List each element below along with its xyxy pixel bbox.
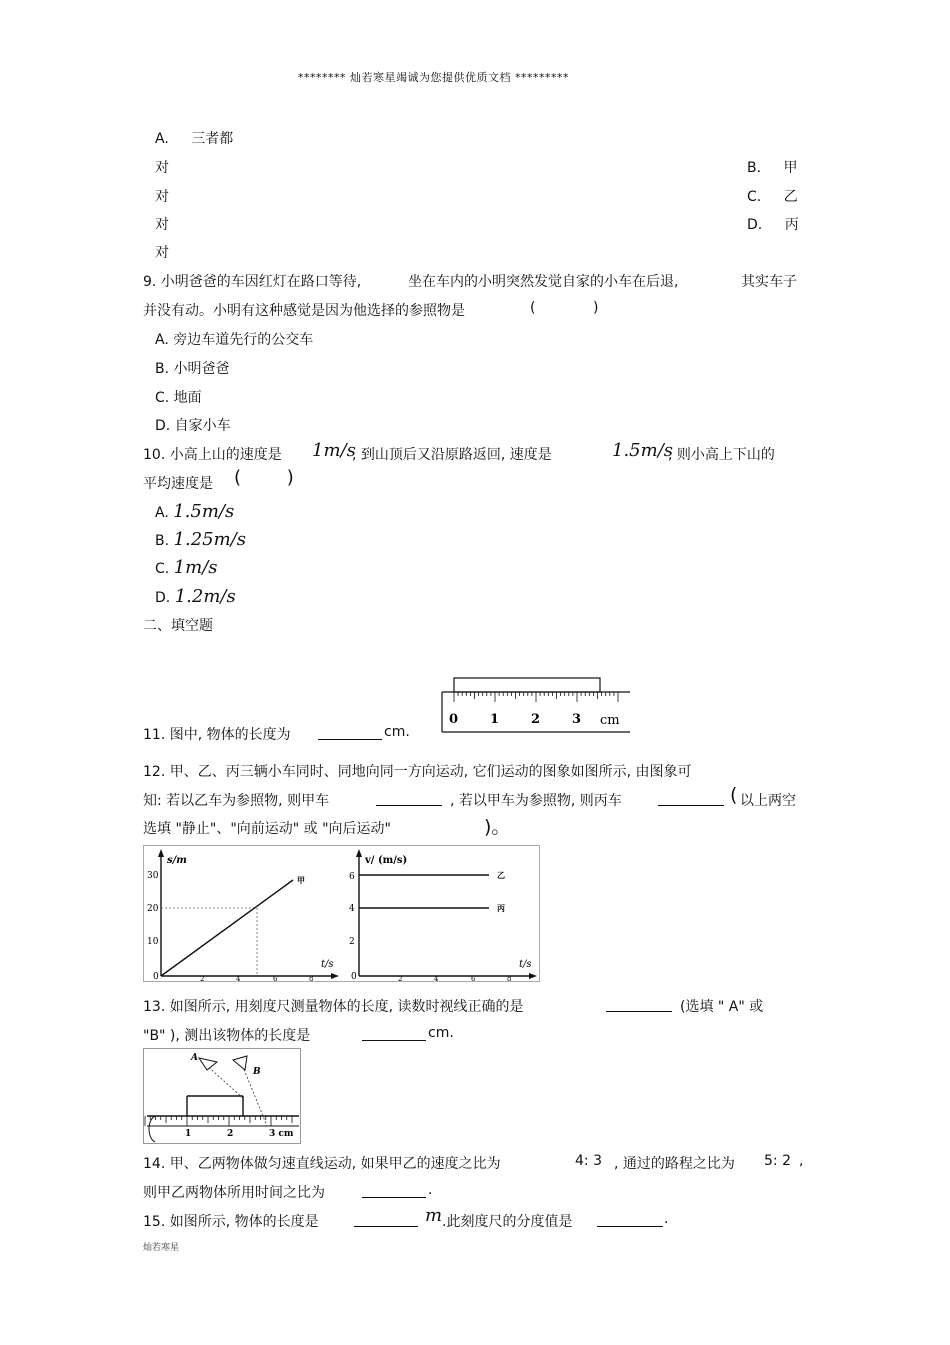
q11-unit: cm.	[384, 724, 410, 740]
ruler-label: 0	[449, 712, 459, 727]
q11-answer-blank	[318, 727, 382, 740]
q11-object	[454, 678, 600, 692]
q12-line2-b: , 若以甲车为参照物, 则丙车	[450, 793, 622, 809]
q14-line1-c: ,	[799, 1153, 804, 1169]
q13-blank-2	[362, 1028, 426, 1041]
q9-paren-open: (	[530, 300, 536, 316]
q9-line1-c: 其实车子	[741, 274, 797, 290]
q12-graphs	[143, 845, 540, 982]
q14-line1-b: , 通过的路程之比为	[614, 1156, 735, 1172]
graph2-xtick: 8	[507, 975, 512, 982]
q8-dui-4: 对	[155, 245, 169, 261]
q14-ratio2: 5: 2	[764, 1153, 791, 1169]
q14-ratio1: 4: 3	[575, 1153, 602, 1169]
q14-line2: 则甲乙两物体所用时间之比为	[143, 1185, 325, 1201]
q8-option-d-text: 丙	[784, 217, 799, 233]
q15-blank-2	[597, 1214, 663, 1227]
q15-end: .	[664, 1211, 669, 1227]
graph1-xlabel: t/s	[321, 959, 334, 970]
q15-text-a: 15. 如图所示, 物体的长度是	[143, 1214, 319, 1230]
q10-option-value: 1.25m/s	[173, 529, 246, 550]
label-b: B	[253, 1067, 261, 1077]
q9-line2: 并没有动。小明有这种感觉是因为他选择的参照物是	[143, 303, 465, 319]
q8-dui-2: 对	[155, 189, 169, 205]
graph1-ytick: 20	[147, 904, 159, 914]
label-a: A	[191, 1053, 198, 1063]
graph2-xtick: 6	[471, 975, 476, 982]
q13-line1-a: 13. 如图所示, 用刻度尺测量物体的长度, 读数时视线正确的是	[143, 999, 524, 1015]
q12-line2-c: 以上两空	[740, 793, 796, 809]
graph1-ytick: 0	[153, 972, 159, 982]
q10-option-label: D.	[155, 590, 171, 606]
q9-option: D. 自家小车	[155, 418, 231, 434]
q10-option-b	[155, 529, 246, 550]
graph1-ytick: 30	[147, 871, 159, 881]
q10-option-c	[155, 557, 218, 578]
q15-blank-1	[354, 1214, 418, 1227]
q13-figure	[143, 1048, 301, 1144]
q14-blank	[362, 1185, 426, 1198]
q8-option-b-text: 甲	[783, 160, 798, 176]
series-jia-label: 甲	[297, 875, 305, 885]
q14-line1-a: 14. 甲、乙两物体做匀速直线运动, 如果甲乙的速度之比为	[143, 1156, 501, 1172]
q8-option-a-label: A.	[155, 131, 169, 147]
graph1-xtick: 8	[309, 975, 314, 982]
q13-line1-b: (选填 " A" 或	[680, 999, 764, 1015]
q10-option-a	[155, 501, 234, 522]
ruler-label: 2	[531, 712, 541, 727]
q8-option-a-text: 三者都	[191, 131, 234, 147]
q10-line1-a: 10. 小高上山的速度是	[143, 447, 282, 463]
graph1-xtick: 4	[236, 975, 241, 982]
q8-option-a	[155, 128, 233, 148]
q8-dui-3: 对	[155, 217, 169, 233]
q9-option: B. 小明爸爸	[155, 361, 230, 377]
q10-option-value: 1m/s	[173, 557, 218, 578]
q10-option-label: B.	[155, 533, 170, 549]
section-title: 二、填空题	[143, 618, 213, 634]
q9-line1-a: 9. 小明爸爸的车因红灯在路口等待,	[143, 274, 362, 290]
ruler-unit: cm	[600, 713, 620, 728]
q12-line3: 选填 "静止"、"向前运动" 或 "向后运动"	[143, 821, 391, 837]
graph1-xtick: 2	[200, 975, 205, 982]
q12-blank-1	[376, 793, 442, 806]
q9-paren-close: )	[593, 300, 599, 316]
q10-option-label: A.	[155, 505, 169, 521]
q12-paren-open: (	[730, 784, 738, 806]
graph2-ytick: 0	[351, 972, 357, 982]
q12-line3-end: )。	[484, 816, 511, 838]
q10-option-value: 1.5m/s	[173, 501, 235, 522]
q10-option-value: 1.2m/s	[174, 586, 236, 607]
graph1-xtick: 6	[273, 975, 278, 982]
q10-option-label: C.	[155, 561, 170, 577]
q11-ruler-figure	[440, 676, 632, 734]
q9-option: C. 地面	[155, 390, 202, 406]
page-footer: 灿若寒星	[143, 1243, 180, 1253]
series-bing-label: 丙	[497, 903, 505, 913]
graph2-xtick: 2	[398, 975, 403, 982]
graph1-ylabel: s/m	[167, 855, 187, 866]
ruler13-label: 1	[185, 1129, 192, 1139]
q14-end: .	[428, 1182, 433, 1198]
q8-option-c	[747, 186, 798, 206]
q13-blank-1	[606, 999, 672, 1012]
q13-unit: cm.	[428, 1025, 454, 1041]
q9-option: A. 旁边车道先行的公交车	[155, 332, 314, 348]
q8-option-b	[747, 157, 798, 177]
graph2-ytick: 2	[349, 937, 355, 947]
ruler-label: 1	[490, 712, 500, 727]
graph2-ytick: 6	[349, 872, 355, 882]
q8-option-d-label: D.	[747, 217, 763, 233]
q8-option-d	[747, 214, 799, 234]
q10-paren: ( )	[234, 467, 294, 488]
q12-line1: 12. 甲、乙、丙三辆小车同时、同地向同一方向运动, 它们运动的图象如图所示, 由图象可	[143, 764, 692, 780]
q8-option-c-text: 乙	[783, 189, 798, 205]
q15-text-b: .此刻度尺的分度值是	[442, 1214, 573, 1230]
ruler-label: 3	[572, 712, 582, 727]
q12-line2-a: 知: 若以乙车为参照物, 则甲车	[143, 793, 330, 809]
graph2-ytick: 4	[349, 904, 355, 914]
q9-line1-b: 坐在车内的小明突然发觉自家的小车在后退,	[408, 274, 679, 290]
q8-option-c-label: C.	[747, 189, 762, 205]
q12-blank-2	[658, 793, 724, 806]
ruler13-label: 2	[227, 1129, 234, 1139]
graph2-xlabel: t/s	[519, 959, 532, 970]
page-header: ******** 灿若寒星竭诚为您提供优质文档 *********	[298, 71, 569, 84]
graph1-ytick: 10	[147, 937, 159, 947]
q8-option-b-label: B.	[747, 160, 762, 176]
q10-line2: 平均速度是	[143, 476, 213, 492]
q10-speed1: 1m/s	[312, 440, 356, 461]
q10-line1-c: , 则小高上下山的	[668, 447, 775, 463]
q10-speed2: 1.5m/s	[612, 440, 673, 461]
ruler13-label: 3 cm	[269, 1129, 294, 1139]
q10-option-d	[155, 586, 236, 607]
q11-text: 11. 图中, 物体的长度为	[143, 727, 291, 743]
q10-line1-b: , 到山顶后又沿原路返回, 速度是	[352, 447, 552, 463]
series-yi-label: 乙	[497, 870, 505, 880]
graph2-ylabel: v/ (m/s)	[365, 855, 408, 866]
q15-unit: m	[425, 1205, 443, 1226]
q13-line2-a: "B" ), 测出该物体的长度是	[143, 1028, 311, 1044]
graph2-xtick: 4	[434, 975, 439, 982]
q8-dui-1: 对	[155, 160, 169, 176]
